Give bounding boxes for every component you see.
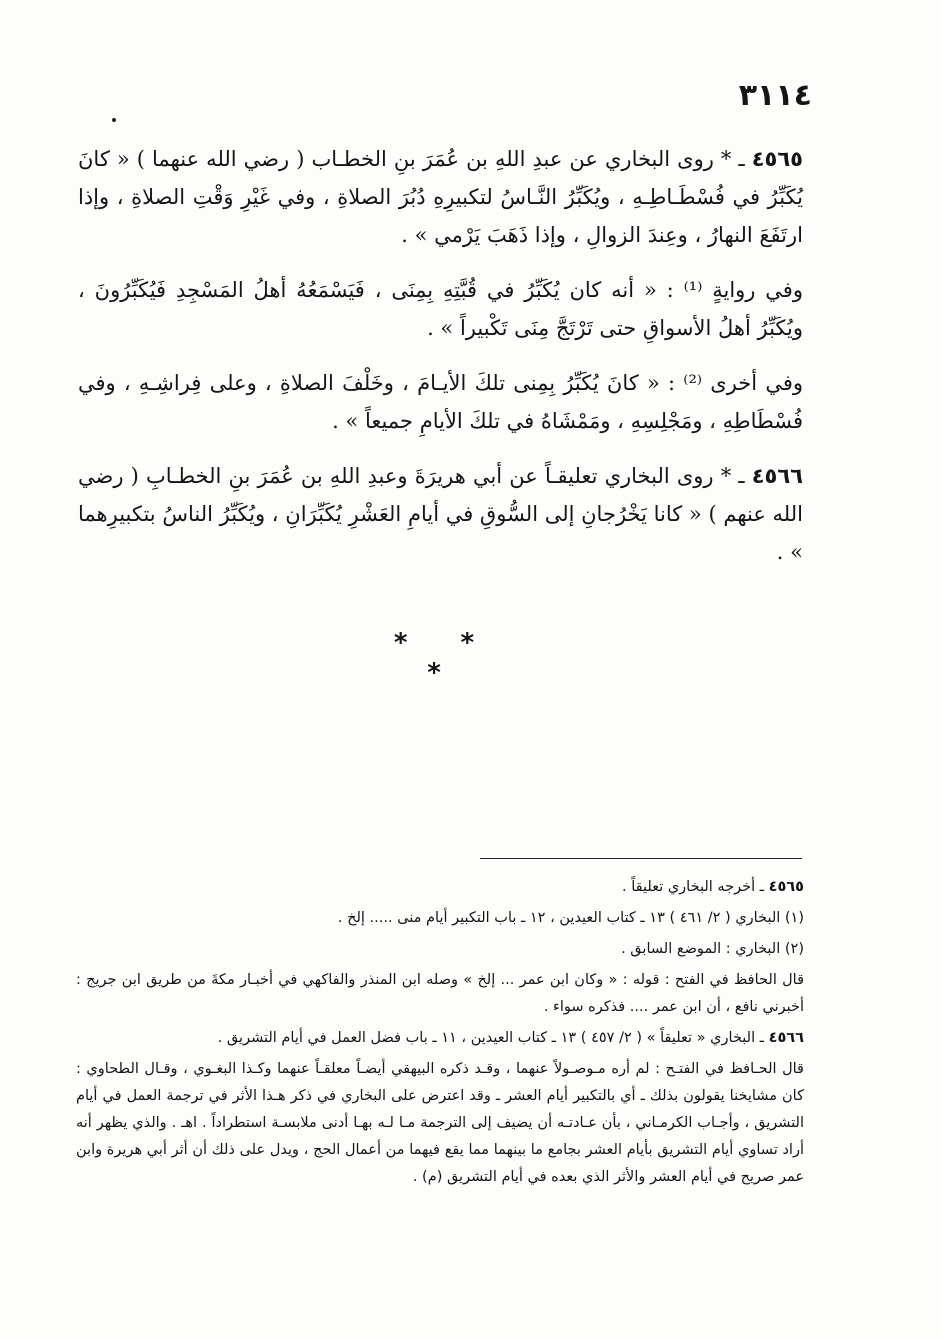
footnote-divider bbox=[480, 858, 802, 859]
footnote-text: قال الحافظ في الفتح : قوله : « وكان ابن عمر ... إلخ » وصله ابن المنذر والفاكهي في أخبـار مكةَ من طريق ابن جريج : أخبرني نافع ، أن ابن عمر .... فذكره سواء . bbox=[76, 972, 804, 1015]
footnote-text: (١) البخاري ( ٢/ ٤٦١ ) ١٣ ـ كتاب العيدين ، ١٢ ـ باب التكبير أيام منى ..... إلخ . bbox=[337, 910, 804, 926]
main-text bbox=[78, 140, 803, 588]
footnote-number: ٤٥٦٥ bbox=[768, 879, 804, 895]
page-number: ٣١١٤ bbox=[738, 78, 812, 113]
footnote-number: ٤٥٦٦ bbox=[768, 1030, 804, 1046]
footnote-text: قال الحـافظ في الفتـح : لم أره مـوصـولاً عنهما ، وقـد ذكره البيهقي أيضـاً معلقـاً عنهما وكـذا البغـوي ، وقـال الطحاوي : كان مشايخنا يقولون بذلك ـ أي بالتكبير أيام العشر ـ وقد اعترض على البخاري في ذكر هـذا الأثر في ترجمة العمل في أيام التشريق ، وأجـاب الكرمـاني ، بأن عـادتـه أن يضيف إلى الترجمة مـا لـه بهـا أدنى ملابسـة استطراداً . اهـ . والذي يظهر أنه أراد تساوي أيام التشريق بأيام العشر بجامع ما بينهما مما يقع فيهما من أعمال الحج ، ويدل على ذلك أن أثر أبي هريرة وابن عمر صريح في أيام العشر والأثر الذي بعده في أيام التشريق (م) . bbox=[76, 1061, 804, 1185]
section-separator: * * * bbox=[393, 628, 497, 688]
hadith-text: ـ * روى البخاري عن عبدِ اللهِ بن عُمَرَ بنِ الخطـاب ( رضي الله عنهما ) « كانَ يُكَبِّرُ في فُسْطَـاطِـهِ ، ويُكَبِّرُ النَّـاسُ لتكبيرِهِ دُبُرَ الصلاةِ ، وفي غَيْرِ وَقْتِ الصلاةِ ، وإذا ارتَفَعَ النهارُ ، وعِندَ الزوالِ ، وإذا ذَهَبَ يَرْمي » . bbox=[78, 147, 803, 247]
footnote-text: ـ أخرجه البخاري تعليقاً . bbox=[622, 879, 764, 895]
hadith-paragraph bbox=[78, 457, 803, 571]
hadith-number: ٤٥٦٦ bbox=[751, 464, 803, 488]
footnotes bbox=[76, 874, 804, 1195]
footnote bbox=[76, 1056, 804, 1191]
stray-dot bbox=[112, 118, 116, 122]
footnote bbox=[76, 936, 804, 963]
footnote-text: (٢) البخاري : الموضع السابق . bbox=[621, 941, 804, 957]
narration-paragraph bbox=[78, 364, 803, 440]
narration-paragraph bbox=[78, 271, 803, 347]
hadith-number: ٤٥٦٥ bbox=[751, 147, 803, 171]
footnote-text: ـ البخاري « تعليقاً » ( ٢/ ٤٥٧ ) ١٣ ـ كتاب العيدين ، ١١ ـ باب فضل العمل في أيام التشريق . bbox=[217, 1030, 764, 1046]
footnote bbox=[76, 967, 804, 1021]
footnote bbox=[76, 905, 804, 932]
narration-text: وفي أخرى ⁽²⁾ : « كانَ يُكَبِّرُ بِمِنى تلكَ الأيـامَ ، وخَلْفَ الصلاةِ ، وعلى فِراشِـهِ ، وفي فُسْطَاطِهِ ، ومَجْلِسِهِ ، ومَمْشَاهُ في تلكَ الأيامِ جميعاً » . bbox=[78, 371, 804, 433]
hadith-paragraph bbox=[78, 140, 803, 254]
hadith-text: ـ * روى البخاري تعليقـاً عن أبي هريرَةَ وعبدِ اللهِ بن عُمَرَ بنِ الخطـابِ ( رضي الله عنهم ) « كانا يَخْرُجانِ إلى السُّوقِ في أيامِ العَشْرِ يُكَبِّرَانِ ، ويُكَبِّرُ الناسُ بتكبيرِهما » . bbox=[78, 464, 803, 564]
footnote bbox=[76, 874, 804, 901]
footnote bbox=[76, 1025, 804, 1052]
narration-text: وفي روايةٍ ⁽¹⁾ : « أنه كان يُكَبِّرُ في قُبَّتِهِ بِمِنَى ، فَيَسْمَعُهُ أهلُ المَسْجِدِ فَيُكَبِّرُونَ ، ويُكَبِّرُ أهلُ الأسواقِ حتى تَرْتَجَّ مِنَى تَكْبيراً » . bbox=[78, 278, 803, 340]
